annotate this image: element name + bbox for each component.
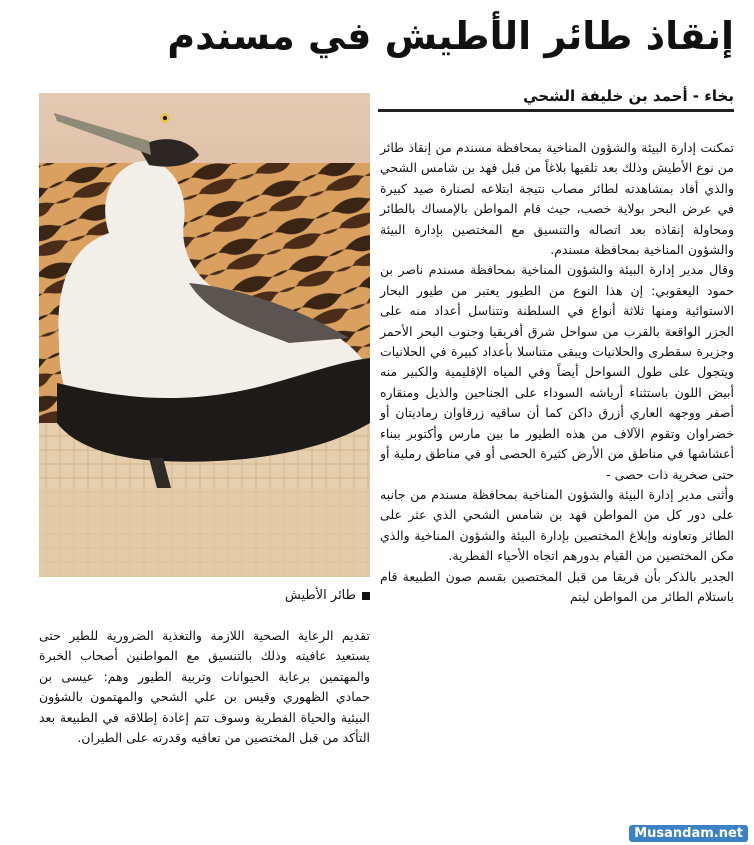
photo-caption: [39, 588, 370, 603]
paragraph: تمكنت إدارة البيئة والشؤون المناخية بمحافظة مسندم من إنقاذ طائر من نوع الأطيش وذلك بعد تلقيها بلاغاً من قبل فهد بن شامس الشحي والذي أفاد بمشاهدته لطائر مصاب نتيجة ابتلاعه لصنارة صيد كبيرة في عرض البحر بولاية خصب، حيث قام المواطن بالإمساك بالطائر ومحاولة إنقاذه بعد اتصاله والتنسيق مع المختصين بإدارة البيئة والشؤون المناخية بمحافظة مسندم.: [380, 140, 734, 258]
article-column-left: [39, 626, 370, 748]
byline-bar: [378, 86, 734, 112]
paragraph: الجدير بالذكر بأن فريقا من قبل المختصين بقسم صون الطبيعة قام باستلام الطائر من المواطن ليتم: [380, 568, 734, 604]
black-square-icon: [362, 592, 370, 600]
article-headline: إنقاذ طائر الأطيش في مسندم: [167, 14, 734, 58]
article-column-right: [380, 138, 734, 607]
paragraph: وأثنى مدير إدارة البيئة والشؤون المناخية بمحافظة مسندم من جانبه على دور كل من المواطن فهد بن شامس الشحي الذي عثر على الطائر وتعاونه وإبلاغ المختصين بإدارة البيئة والشؤون المناخية والذي مكن المختصين من القيام بدورهم اتجاه الأحياء الفطرية.: [380, 486, 734, 564]
site-watermark: Musandam.net: [629, 825, 748, 842]
booby-bird-illustration: [39, 93, 370, 577]
bird-photo: [39, 93, 370, 577]
photo-caption-text: طائر الأطيش: [284, 588, 356, 603]
byline: بخاء - أحمد بن خليفة الشحي: [523, 87, 734, 105]
paragraph: وقال مدير إدارة البيئة والشؤون المناخية بمحافظة مسندم ناصر بن حمود اليعقوبي: إن هذا النوع من الطيور يعتبر من طيور البحار الاستوائية ومنها ثلاثة أنواع في السلطنة وتتناسل أعداد منه على الجزر الواقعة بالقرب من سواحل شرق أفريقيا وجنوب البحر الأحمر وجزيرة سقطرى والحلانيات ويبقى متناسلا بأعداد كبيرة في الحلانيات ويتجول على طول السواحل أيضاً وفي المياه الإقليمية والكبير منه أبيض اللون باستثناء أرياشه السوداء على الجناحين والذيل ومنقاره أصفر ووجهه العاري أزرق داكن كما أن ساقيه زرقاوان رماديتان أو خضراوان وتقوم الآلاف من هذه الطيور ما بين مارس وأكتوبر ببناء أعشاشها في مناطق من الأرض كثيرة الحصى أو في مناطق رملية أو حتى صخرية ذات حصى -: [380, 262, 734, 482]
paragraph: تقديم الرعاية الصحية اللازمة والتغذية الضرورية للطير حتى يستعيد عافيته وذلك بالتنسيق مع المواطنين أصحاب الخبرة والمهتمين برعاية الحيوانات وتربية الطيور وهم: عيسى بن حمادي الظهوري وقيس بن علي الشحي والمهتمون بالشؤون البيئية والحياة الفطرية وسوف تتم إعادة إطلاقه في الطبيعة بعد التأكد من قبل المختصين من تعافيه وقدرته على الطيران.: [39, 628, 370, 746]
